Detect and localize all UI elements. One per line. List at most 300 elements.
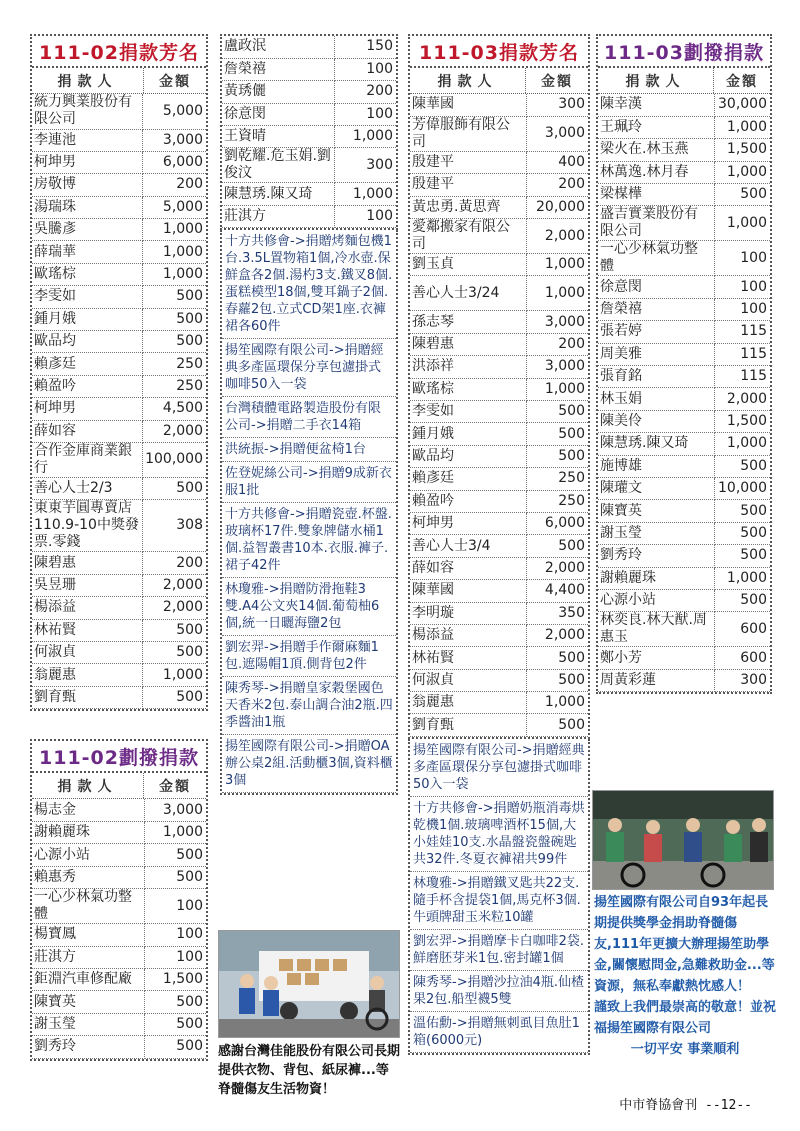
- table-row: [32, 500, 206, 552]
- donation-amount: 300: [526, 94, 588, 116]
- donor-name: 陳華國: [410, 94, 526, 116]
- donor-name: 柯坤男: [410, 512, 526, 534]
- donor-name: 林萬逸.林月春: [598, 161, 714, 183]
- table-row: [410, 445, 588, 467]
- table-row: [598, 388, 770, 410]
- table-row: [598, 161, 770, 183]
- donor-name: 劉玉貞: [410, 254, 526, 276]
- donation-table: [32, 94, 206, 709]
- header-name: 捐款人: [32, 773, 144, 798]
- table-row: [222, 126, 396, 148]
- donation-amount: 4,500: [143, 398, 206, 420]
- donation-amount: 100,000: [143, 442, 206, 477]
- donor-name: 謝賴麗珠: [598, 567, 714, 589]
- donation-amount: 2,000: [143, 597, 206, 619]
- in-kind-note: 陳秀琴->捐贈皇家穀堡國色天香米2包.泰山調合油2瓶.四季醬油1瓶: [222, 677, 396, 735]
- page-footer: 中市脊協會刊 --12--: [619, 1098, 752, 1113]
- donor-name: 陳美伶: [598, 410, 714, 432]
- table-row: [410, 94, 588, 116]
- donation-table: [222, 36, 396, 228]
- donor-name: 林奕良.林大猷.周惠玉: [598, 612, 714, 647]
- donation-amount: 20,000: [526, 196, 588, 218]
- donor-name: 善心人士3/4: [410, 535, 526, 557]
- donation-amount: 30,000: [714, 94, 770, 116]
- donation-amount: 250: [143, 375, 206, 397]
- table-row: [32, 686, 206, 708]
- donation-amount: 200: [526, 174, 588, 196]
- donation-amount: 2,000: [143, 420, 206, 442]
- table-row: [598, 410, 770, 432]
- donor-name: 李明璇: [410, 602, 526, 624]
- donation-amount: 500: [143, 477, 206, 499]
- donation-amount: 1,500: [144, 968, 206, 990]
- table-row: [32, 664, 206, 686]
- column-1: [30, 34, 208, 1061]
- table-row: [32, 924, 206, 946]
- donation-amount: 500: [714, 455, 770, 477]
- donor-name: 楊寶鳳: [32, 924, 144, 946]
- donor-name: 張育銘: [598, 366, 714, 388]
- donation-amount: 1,500: [714, 139, 770, 161]
- donation-amount: 150: [334, 36, 396, 58]
- donor-name: 李雯如: [410, 401, 526, 423]
- table-row: [32, 331, 206, 353]
- table-row: [598, 116, 770, 138]
- scholarship-caption: [594, 892, 776, 1060]
- donor-name: 施博雄: [598, 455, 714, 477]
- donation-amount: 3,000: [526, 116, 588, 151]
- donor-name: 一心少林氣功整體: [598, 241, 714, 276]
- donor-name: 歐品均: [32, 331, 143, 353]
- table-row: [32, 1036, 206, 1058]
- donation-amount: 1,000: [143, 263, 206, 285]
- table-row: [32, 641, 206, 663]
- donation-amount: 500: [526, 423, 588, 445]
- table-header: [32, 68, 206, 94]
- donor-name: 翁麗惠: [32, 664, 143, 686]
- donation-amount: 200: [334, 81, 396, 103]
- donation-amount: 1,000: [144, 821, 206, 843]
- table-row: [410, 151, 588, 173]
- donor-name: 歐瑤棕: [410, 378, 526, 400]
- donor-name: 洪添祥: [410, 356, 526, 378]
- donation-amount: 1,000: [526, 276, 588, 311]
- donation-amount: 500: [144, 991, 206, 1013]
- donor-name: 林祐賢: [32, 619, 143, 641]
- table-row: [410, 647, 588, 669]
- table-row: [32, 196, 206, 218]
- table-row: [32, 263, 206, 285]
- table-row: [32, 477, 206, 499]
- donation-amount: 100: [144, 889, 206, 924]
- header-amount: 金額: [159, 778, 191, 795]
- in-kind-note: 林瓊雅->捐贈防滑拖鞋3雙.A4公文夾14個.葡萄柚6個,統一日曬海鹽2包: [222, 578, 396, 636]
- donation-amount: 600: [714, 647, 770, 669]
- table-row: [598, 139, 770, 161]
- donation-table: [598, 94, 770, 692]
- donor-name: 殷建平: [410, 174, 526, 196]
- table-row: [410, 535, 588, 557]
- donation-amount: 350: [526, 602, 588, 624]
- donor-name: 陳寶英: [32, 991, 144, 1013]
- photo-donation-delivery: [218, 930, 400, 1038]
- in-kind-note: 劉宏羿->捐贈手作爾麻麵1包.遮陽帽1頂.側背包2件: [222, 636, 396, 677]
- donor-name: 黃琇儷: [222, 81, 334, 103]
- donation-amount: 500: [526, 647, 588, 669]
- donor-name: 陳瓘文: [598, 477, 714, 499]
- donor-name: 芳偉服飾有限公司: [410, 116, 526, 151]
- table-row: [32, 946, 206, 968]
- table-row: [32, 889, 206, 924]
- table-row: [410, 714, 588, 736]
- table-row: [32, 799, 206, 821]
- table-row: [598, 321, 770, 343]
- donor-name: 歐瑤棕: [32, 263, 143, 285]
- table-row: [410, 468, 588, 490]
- donation-amount: 1,000: [714, 206, 770, 241]
- table-row: [410, 602, 588, 624]
- table-row: [32, 398, 206, 420]
- table-row: [410, 196, 588, 218]
- donor-name: 梁火在.林玉燕: [598, 139, 714, 161]
- table-row: [32, 597, 206, 619]
- donor-name: 何淑貞: [32, 641, 143, 663]
- donation-amount: 2,000: [526, 624, 588, 646]
- donor-name: 黃忠勇.黃思齊: [410, 196, 526, 218]
- donation-amount: 500: [714, 184, 770, 206]
- table-row: [222, 58, 396, 80]
- donation-amount: 10,000: [714, 477, 770, 499]
- donor-name: 劉秀玲: [32, 1036, 144, 1058]
- in-kind-note: 劉宏羿->捐贈摩卡白咖啡2袋.鮮磨胚芽米1包.密封罐1個: [410, 930, 588, 971]
- table-row: [598, 343, 770, 365]
- donor-name: 莊淇方: [222, 205, 334, 227]
- table-row: [410, 401, 588, 423]
- donation-amount: 1,000: [334, 183, 396, 205]
- table-row: [410, 378, 588, 400]
- table-row: [410, 490, 588, 512]
- donation-amount: 200: [143, 174, 206, 196]
- table-row: [222, 81, 396, 103]
- in-kind-note: 台灣積體電路製造股份有限公司->捐贈二手衣14箱: [222, 397, 396, 438]
- donation-amount: 1,000: [143, 664, 206, 686]
- donor-name: 賴彥廷: [32, 353, 143, 375]
- donation-amount: 115: [714, 343, 770, 365]
- donation-table: [410, 94, 588, 737]
- transfer-list-111-03: [596, 34, 772, 694]
- table-row: [598, 94, 770, 116]
- in-kind-note: 十方共修會->捐贈瓷壺.杯盤.玻璃杯17件.雙象牌儲水桶1個.益智叢書10本.衣服.褲子.裙子42件: [222, 503, 396, 578]
- table-row: [410, 219, 588, 254]
- donation-amount: 6,000: [526, 512, 588, 534]
- table-row: [410, 692, 588, 714]
- donation-amount: 200: [143, 552, 206, 574]
- table-row: [598, 477, 770, 499]
- donor-name: 善心人士3/24: [410, 276, 526, 311]
- donation-amount: 500: [143, 331, 206, 353]
- header-name: 捐款人: [598, 68, 714, 93]
- donor-name: 翁麗惠: [410, 692, 526, 714]
- donation-amount: 100: [714, 241, 770, 276]
- donation-amount: 500: [143, 641, 206, 663]
- table-row: [32, 552, 206, 574]
- donor-name: 梁楳樺: [598, 184, 714, 206]
- donor-name: 徐意閔: [222, 103, 334, 125]
- donor-name: 林玉娟: [598, 388, 714, 410]
- donation-amount: 1,000: [714, 161, 770, 183]
- donation-amount: 500: [526, 714, 588, 736]
- donor-name: 鍾月娥: [410, 423, 526, 445]
- in-kind-note: 十方共修會->捐贈奶瓶消毒烘乾機1個.玻璃啤酒杯15個,大小娃娃10支.水晶盤瓷盤碗匙共32件.冬夏衣褲裙共99件: [410, 797, 588, 872]
- in-kind-note: 佐登妮絲公司->捐贈9成新衣服1批: [222, 462, 396, 503]
- donor-name: 楊添益: [32, 597, 143, 619]
- section-title: 111-03劃撥捐款: [598, 36, 770, 68]
- donor-name: 劉育甄: [32, 686, 143, 708]
- donor-name: 盧政泯: [222, 36, 334, 58]
- donation-amount: 500: [526, 401, 588, 423]
- in-kind-note: 陳秀琴->捐贈沙拉油4瓶.仙楂果2包.船型襪5雙: [410, 971, 588, 1012]
- section-title: 111-02劃撥捐款: [32, 741, 206, 773]
- donation-amount: 500: [144, 866, 206, 888]
- table-row: [32, 286, 206, 308]
- table-row: [32, 308, 206, 330]
- table-row: [410, 557, 588, 579]
- caption-tribute: 謹致上我們最崇高的敬意！並祝福揚笙國際有限公司: [594, 1000, 777, 1036]
- donation-amount: 1,000: [526, 692, 588, 714]
- table-row: [410, 276, 588, 311]
- donor-name: 詹榮禧: [598, 298, 714, 320]
- in-kind-note: 揚笙國際有限公司->捐贈OA辦公桌2組.活動櫃3個,資料櫃3個: [222, 735, 396, 793]
- table-header: [410, 68, 588, 94]
- donation-amount: 308: [143, 500, 206, 552]
- table-row: [222, 148, 396, 183]
- donor-name: 何淑貞: [410, 669, 526, 691]
- donation-amount: 3,000: [526, 311, 588, 333]
- donor-name: 林祐賢: [410, 647, 526, 669]
- table-row: [598, 433, 770, 455]
- table-row: [222, 205, 396, 227]
- table-row: [598, 522, 770, 544]
- photo-caption: 感謝台灣佳能股份有限公司長期提供衣物、背包、紙尿褲...等脊髓傷友生活物資！: [218, 1044, 401, 1097]
- donor-name: 周美雅: [598, 343, 714, 365]
- donor-name: 陳寶英: [598, 500, 714, 522]
- donation-amount: 500: [526, 535, 588, 557]
- in-kind-note: 溫佑勳->捐贈無刺虱目魚肚1箱(6000元): [410, 1012, 588, 1053]
- table-row: [598, 500, 770, 522]
- donation-amount: 300: [334, 148, 396, 183]
- donor-name: 謝玉瑩: [598, 522, 714, 544]
- table-row: [32, 174, 206, 196]
- table-row: [32, 619, 206, 641]
- donor-name: 徐意閔: [598, 276, 714, 298]
- donor-name: 薛如容: [410, 557, 526, 579]
- donation-amount: 500: [144, 1036, 206, 1058]
- in-kind-note: 揚笙國際有限公司->捐贈經典多產區環保分享包濾掛式咖啡50入一袋: [410, 739, 588, 797]
- donation-amount: 200: [526, 333, 588, 355]
- donation-amount: 1,000: [714, 567, 770, 589]
- donor-name: 鄭小芳: [598, 647, 714, 669]
- table-row: [32, 94, 206, 129]
- photo-scholarship-event: [592, 790, 774, 890]
- in-kind-note: 揚笙國際有限公司->捐贈經典多產區環保分享包濾掛式咖啡50入一袋: [222, 339, 396, 397]
- donation-amount: 500: [526, 669, 588, 691]
- table-row: [222, 36, 396, 58]
- donation-amount: 3,000: [143, 129, 206, 151]
- table-row: [410, 512, 588, 534]
- donor-name: 陳華國: [410, 580, 526, 602]
- donor-name: 鍾月娥: [32, 308, 143, 330]
- table-row: [32, 1013, 206, 1035]
- donation-amount: 250: [143, 353, 206, 375]
- donation-amount: 4,400: [526, 580, 588, 602]
- table-row: [598, 567, 770, 589]
- donation-amount: 100: [144, 946, 206, 968]
- in-kind-donation-notes: [408, 739, 590, 1055]
- table-row: [32, 375, 206, 397]
- transfer-list-111-02: [30, 739, 208, 1060]
- donation-amount: 500: [143, 686, 206, 708]
- header-amount: 金額: [159, 73, 191, 90]
- table-row: [598, 276, 770, 298]
- header-name: 捐款人: [32, 68, 144, 93]
- donor-name: 李連池: [32, 129, 143, 151]
- donation-amount: 1,500: [714, 410, 770, 432]
- table-row: [32, 968, 206, 990]
- donor-name: 王珮玲: [598, 116, 714, 138]
- donor-name: 劉育甄: [410, 714, 526, 736]
- donation-amount: 500: [143, 286, 206, 308]
- donation-list-continued: [220, 34, 398, 230]
- donation-amount: 250: [526, 490, 588, 512]
- donation-amount: 2,000: [526, 557, 588, 579]
- donor-name: 柯坤男: [32, 151, 143, 173]
- column-3: [408, 34, 590, 1055]
- donation-amount: 300: [714, 669, 770, 691]
- donation-amount: 500: [714, 589, 770, 611]
- donor-name: 陳碧惠: [32, 552, 143, 574]
- table-row: [598, 647, 770, 669]
- donation-amount: 100: [714, 276, 770, 298]
- donor-name: 陳慧琇.陳又琦: [222, 183, 334, 205]
- donor-name: 陳慧琇.陳又琦: [598, 433, 714, 455]
- donor-name: 詹榮禧: [222, 58, 334, 80]
- donor-name: 房敬博: [32, 174, 143, 196]
- table-row: [598, 612, 770, 647]
- column-4: [596, 34, 772, 694]
- table-row: [598, 669, 770, 691]
- donor-name: 鉅淵汽車修配廠: [32, 968, 144, 990]
- donor-name: 劉秀玲: [598, 545, 714, 567]
- donation-amount: 1,000: [143, 219, 206, 241]
- table-row: [32, 129, 206, 151]
- table-row: [598, 298, 770, 320]
- header-amount: 金額: [726, 73, 758, 90]
- donor-name: 王資晴: [222, 126, 334, 148]
- section-title: 111-03捐款芳名: [410, 36, 588, 68]
- table-row: [32, 821, 206, 843]
- table-row: [598, 184, 770, 206]
- donation-list-111-02: [30, 34, 208, 711]
- donor-name: 賴盈吟: [410, 490, 526, 512]
- donor-name: 統力興業股份有限公司: [32, 94, 143, 129]
- header-name: 捐款人: [410, 68, 526, 93]
- donation-amount: 2,000: [143, 574, 206, 596]
- donor-name: 殷建平: [410, 151, 526, 173]
- donation-amount: 1,000: [714, 116, 770, 138]
- in-kind-note: 洪統振->捐贈便盆椅1台: [222, 438, 396, 462]
- donor-name: 盛吉實業股份有限公司: [598, 206, 714, 241]
- donor-name: 一心少林氣功整體: [32, 889, 144, 924]
- table-header: [32, 773, 206, 799]
- donor-name: 謝賴麗珠: [32, 821, 144, 843]
- donation-amount: 2,000: [714, 388, 770, 410]
- donor-name: 劉乾耀.危玉娟.劉俊汶: [222, 148, 334, 183]
- donor-name: 楊添益: [410, 624, 526, 646]
- donor-name: 陳碧惠: [410, 333, 526, 355]
- donation-list-111-03: [408, 34, 590, 739]
- donation-amount: 2,000: [526, 219, 588, 254]
- table-row: [32, 219, 206, 241]
- donation-amount: 100: [144, 924, 206, 946]
- donor-name: 歐品均: [410, 445, 526, 467]
- caption-body: 揚笙國際有限公司自93年起長期提供獎學金捐助脊髓傷友,111年更擴大辦理揚笙助學金,關懷慰問金,急難救助金...等資源，無私奉獻熱忱感人！: [594, 895, 775, 994]
- header-amount: 金額: [541, 73, 573, 90]
- table-row: [410, 174, 588, 196]
- table-row: [410, 311, 588, 333]
- donation-amount: 1,000: [526, 254, 588, 276]
- table-row: [222, 183, 396, 205]
- donation-amount: 1,000: [714, 433, 770, 455]
- table-row: [32, 866, 206, 888]
- table-row: [410, 116, 588, 151]
- donation-amount: 100: [334, 205, 396, 227]
- donation-amount: 500: [143, 308, 206, 330]
- donor-name: 吳昱珊: [32, 574, 143, 596]
- donation-amount: 3,000: [144, 799, 206, 821]
- donor-name: 善心人士2/3: [32, 477, 143, 499]
- table-row: [222, 103, 396, 125]
- table-row: [410, 356, 588, 378]
- donation-table: [32, 799, 206, 1058]
- donation-amount: 600: [714, 612, 770, 647]
- donor-name: 李雯如: [32, 286, 143, 308]
- donor-name: 楊志金: [32, 799, 144, 821]
- table-row: [598, 545, 770, 567]
- donor-name: 柯坤男: [32, 398, 143, 420]
- donor-name: 賴盈吟: [32, 375, 143, 397]
- table-row: [32, 574, 206, 596]
- donation-amount: 5,000: [143, 94, 206, 129]
- table-row: [598, 589, 770, 611]
- donation-amount: 500: [143, 619, 206, 641]
- donor-name: 陳幸漢: [598, 94, 714, 116]
- donor-name: 周黃彩蓮: [598, 669, 714, 691]
- donation-amount: 500: [144, 1013, 206, 1035]
- donation-amount: 6,000: [143, 151, 206, 173]
- donation-amount: 250: [526, 468, 588, 490]
- column-2: [220, 34, 398, 795]
- table-row: [32, 991, 206, 1013]
- donor-name: 莊淇方: [32, 946, 144, 968]
- donor-name: 張若婷: [598, 321, 714, 343]
- donor-name: 薛瑞華: [32, 241, 143, 263]
- donation-amount: 100: [334, 103, 396, 125]
- table-row: [32, 151, 206, 173]
- donation-amount: 115: [714, 366, 770, 388]
- section-title: 111-02捐款芳名: [32, 36, 206, 68]
- donation-amount: 500: [714, 500, 770, 522]
- donation-amount: 100: [714, 298, 770, 320]
